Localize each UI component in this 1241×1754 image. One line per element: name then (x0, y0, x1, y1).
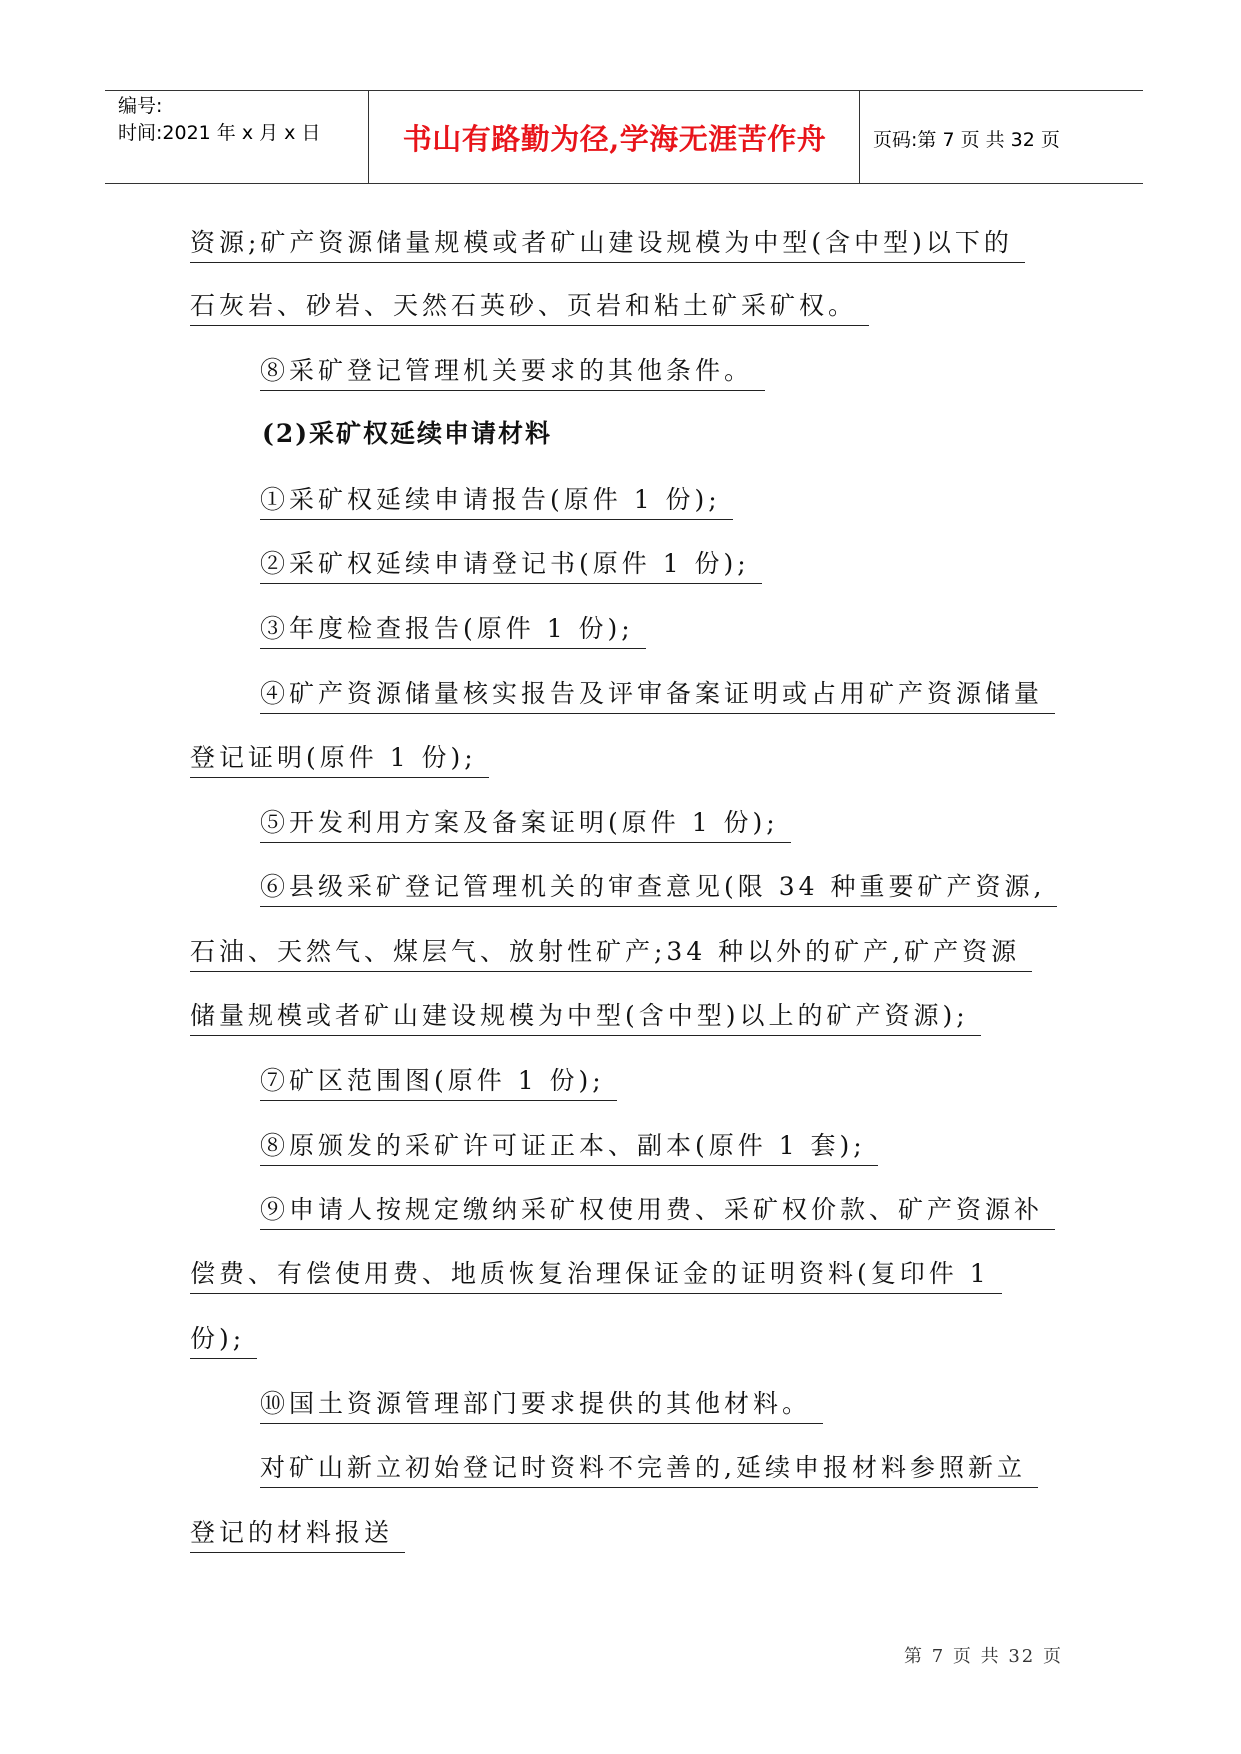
document-number-label: 编号: (118, 95, 163, 117)
list-item: ⑩国土资源管理部门要求提供的其他材料。 (260, 1388, 823, 1424)
list-item-continuation: 份); (190, 1323, 257, 1359)
list-item: ⑨申请人按规定缴纳采矿权使用费、采矿权价款、矿产资源补 (260, 1194, 1055, 1230)
list-item: ③年度检查报告(原件 1 份); (260, 613, 646, 649)
header-divider-right (859, 90, 860, 183)
header-top-rule (105, 90, 1143, 91)
list-item: ⑦矿区范围图(原件 1 份); (260, 1065, 617, 1101)
list-item: ⑤开发利用方案及备案证明(原件 1 份); (260, 807, 791, 843)
header-page-info: 页码:第 7 页 共 32 页 (873, 129, 1060, 151)
header-bottom-rule (105, 183, 1143, 184)
list-item: ②采矿权延续申请登记书(原件 1 份); (260, 548, 762, 584)
body-paragraph: 对矿山新立初始登记时资料不完善的,延续申报材料参照新立 (260, 1452, 1038, 1488)
document-time-label: 时间:2021 年 x 月 x 日 (118, 122, 321, 144)
body-paragraph-continuation: 登记的材料报送 (190, 1517, 405, 1553)
list-item: ⑧原颁发的采矿许可证正本、副本(原件 1 套); (260, 1130, 878, 1166)
list-item: ①采矿权延续申请报告(原件 1 份); (260, 484, 733, 520)
list-item: ⑧采矿登记管理机关要求的其他条件。 (260, 355, 765, 391)
body-line: 石灰岩、砂岩、天然石英砂、页岩和粘土矿采矿权。 (190, 290, 869, 326)
body-line: 资源;矿产资源储量规模或者矿山建设规模为中型(含中型)以下的 (190, 227, 1025, 263)
list-item-continuation: 石油、天然气、煤层气、放射性矿产;34 种以外的矿产,矿产资源 (190, 936, 1032, 972)
header-motto: 书山有路勤为径,学海无涯苦作舟 (402, 122, 827, 156)
list-item-continuation: 储量规模或者矿山建设规模为中型(含中型)以上的矿产资源); (190, 1000, 981, 1036)
list-item-continuation: 偿费、有偿使用费、地质恢复治理保证金的证明资料(复印件 1 (190, 1258, 1002, 1294)
list-item: ④矿产资源储量核实报告及评审备案证明或占用矿产资源储量 (260, 678, 1055, 714)
list-item: ⑥县级采矿登记管理机关的审查意见(限 34 种重要矿产资源, (260, 871, 1057, 907)
list-item-continuation: 登记证明(原件 1 份); (190, 742, 489, 778)
section-heading: (2)采矿权延续申请材料 (262, 419, 553, 448)
footer-page-number: 第 7 页 共 32 页 (904, 1646, 1063, 1667)
header-divider-left (368, 90, 369, 183)
header-meta (118, 93, 320, 147)
